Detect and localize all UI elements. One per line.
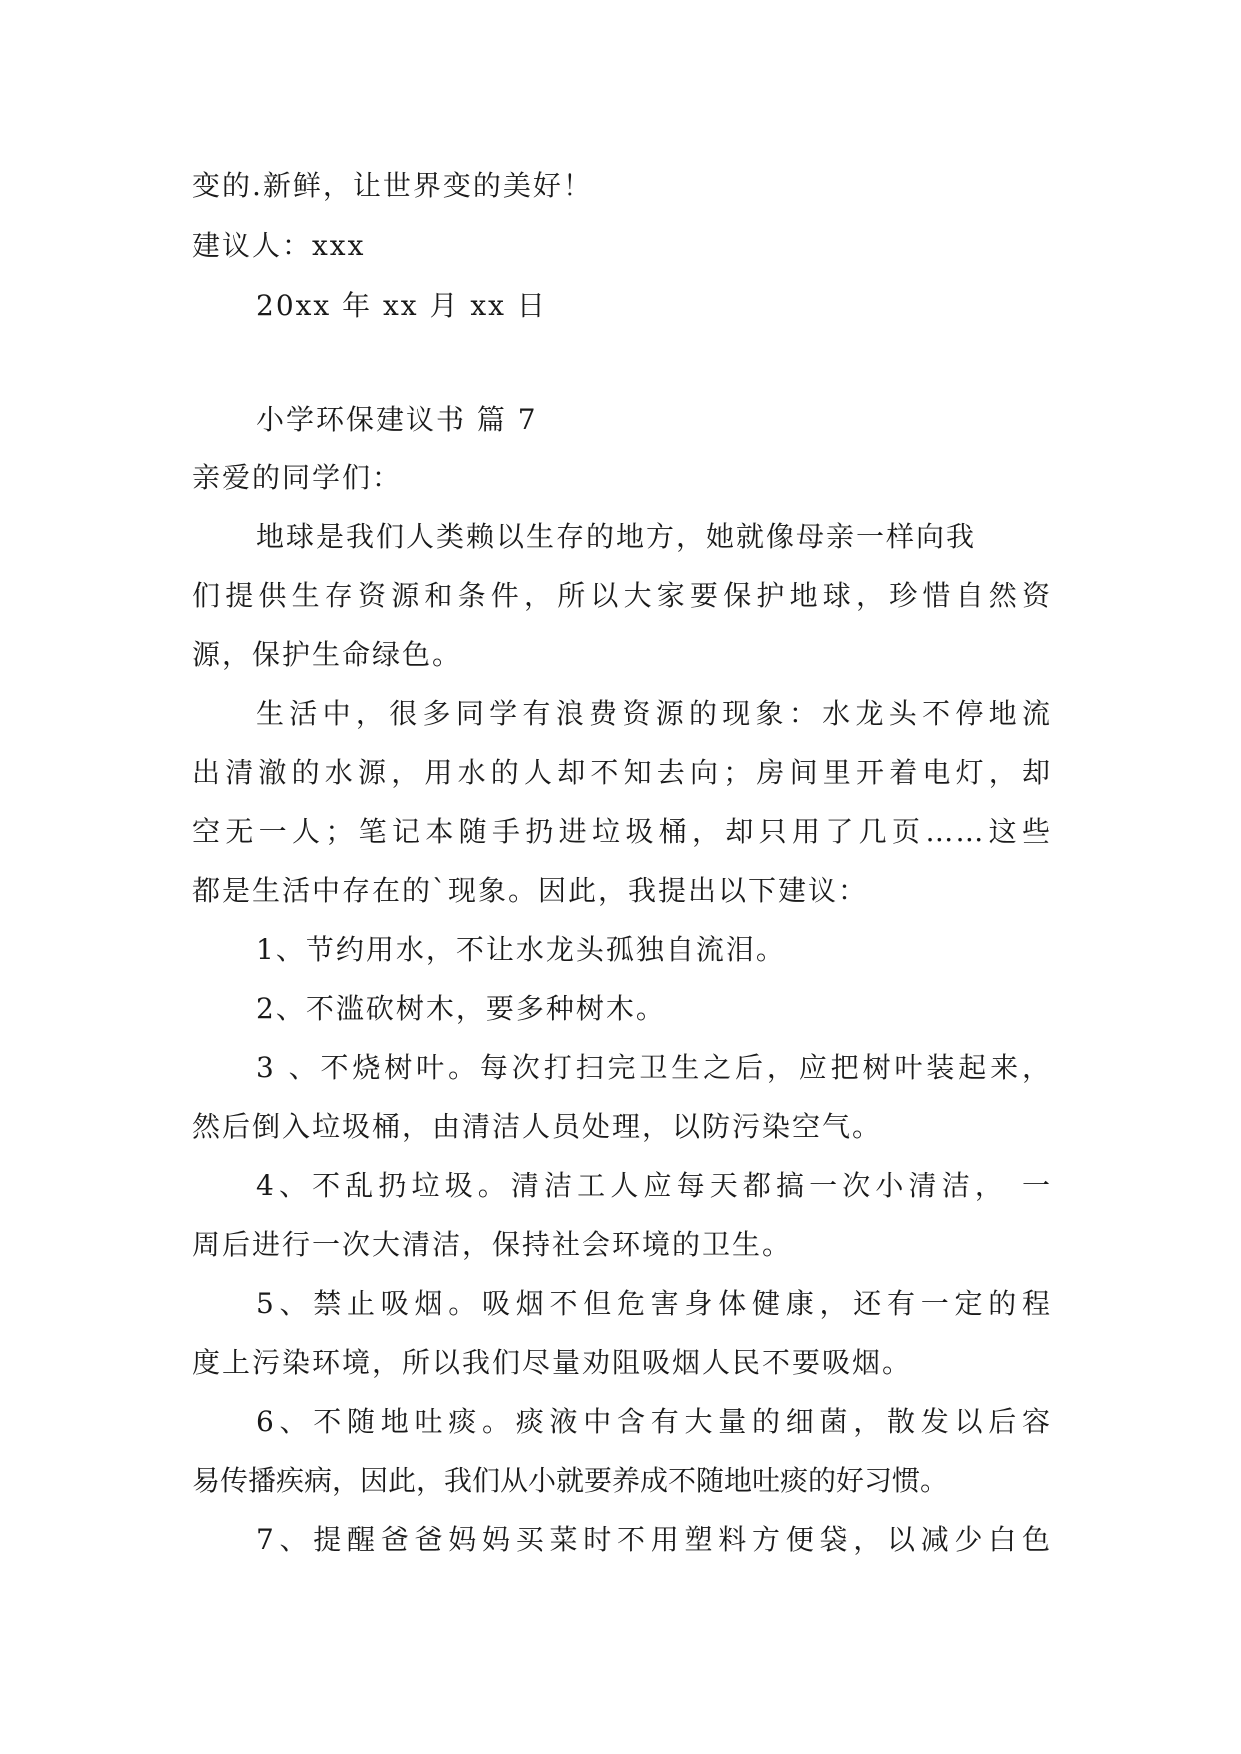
list-item-continuation: 易传播疾病，因此，我们从小就要养成不随地吐痰的好习惯。: [192, 1464, 949, 1497]
salutation: 亲爱的同学们：: [192, 461, 403, 494]
paragraph-line: 出清澈的水源，用水的人却不知去向；房间里开着电灯，却: [192, 756, 1052, 789]
list-item: 7、提醒爸爸妈妈买菜时不用塑料方便袋，以减少白色: [256, 1523, 1052, 1556]
list-item: 3 、不烧树叶。每次打扫完卫生之后，应把树叶装起来，: [256, 1051, 1052, 1084]
paragraph-line: 空无一人；笔记本随手扔进垃圾桶，却只用了几页……这些: [192, 815, 1052, 848]
list-item-continuation: 度上污染环境，所以我们尽量劝阻吸烟人民不要吸烟。: [192, 1346, 913, 1379]
paragraph-line: 生活中，很多同学有浪费资源的现象：水龙头不停地流: [256, 697, 1052, 730]
text-line-date: 20xx 年 xx 月 xx 日: [256, 289, 547, 322]
list-item: 6、不随地吐痰。痰液中含有大量的细菌，散发以后容: [256, 1405, 1052, 1438]
list-item: 5、禁止吸烟。吸烟不但危害身体健康，还有一定的程: [256, 1287, 1052, 1320]
paragraph-line: 都是生活中存在的`现象。因此，我提出以下建议：: [192, 874, 869, 907]
text-line-signer: 建议人：xxx: [192, 229, 366, 262]
list-item: 2、不滥砍树木，要多种树木。: [256, 992, 666, 1025]
list-item-continuation: 然后倒入垃圾桶，由清洁人员处理，以防污染空气。: [192, 1110, 883, 1143]
list-item: 4、不乱扔垃圾。清洁工人应每天都搞一次小清洁， 一: [256, 1169, 1052, 1202]
list-item-continuation: 周后进行一次大清洁，保持社会环境的卫生。: [192, 1228, 793, 1261]
paragraph-line: 地球是我们人类赖以生存的地方，她就像母亲一样向我: [256, 520, 977, 553]
list-item: 1、节约用水，不让水龙头孤独自流泪。: [256, 933, 786, 966]
section-heading: 小学环保建议书 篇 7: [256, 403, 538, 436]
paragraph-line: 们提供生存资源和条件，所以大家要保护地球，珍惜自然资: [192, 579, 1052, 612]
paragraph-line: 源，保护生命绿色。: [192, 638, 463, 671]
text-line-closing: 变的.新鲜，让世界变的美好！: [192, 169, 593, 202]
